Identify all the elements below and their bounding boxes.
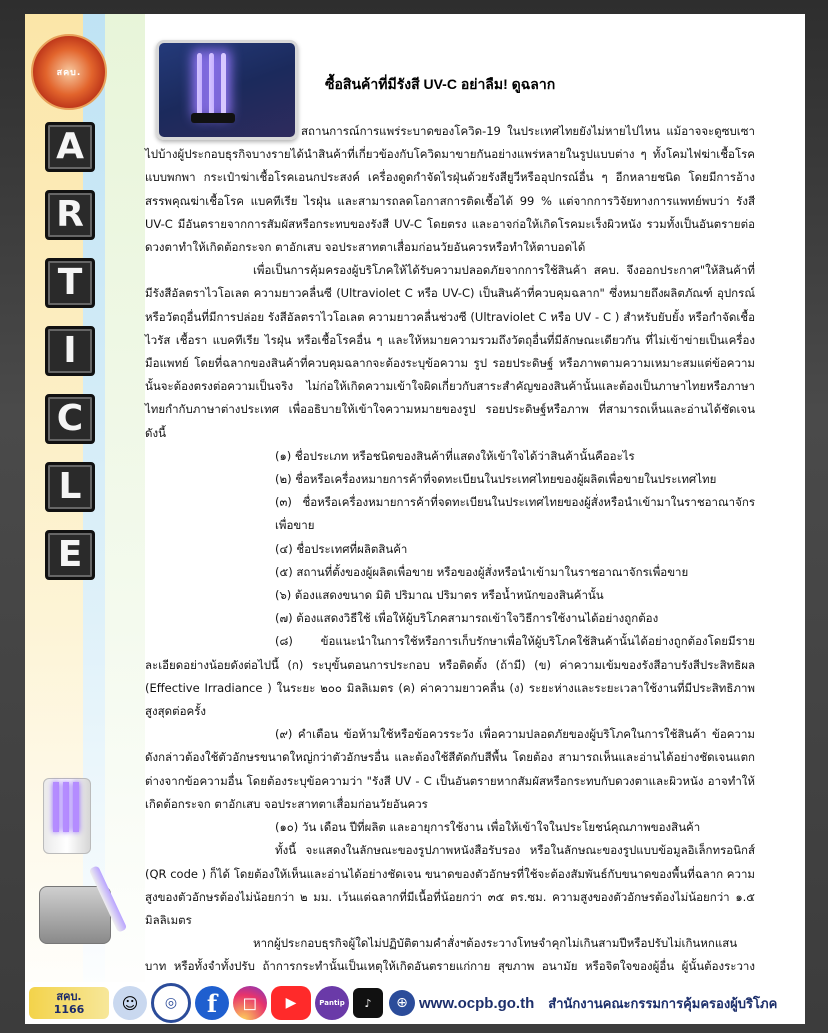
footer-bar (25, 982, 805, 1024)
article-title: ซื้อสินค้าที่มีรังสี UV-C อย่าลืม! ดูฉลาก (325, 76, 556, 92)
hotline-badge[interactable] (29, 987, 109, 1019)
globe-icon: ⊕ (389, 990, 415, 1016)
facebook-icon[interactable]: f (195, 986, 229, 1020)
paragraph-penalty: หากผู้ประกอบธุรกิจผู้ใดไม่ปฏิบัติตามคำสั่งฯต้องระวางโทษจำคุกไม่เกินสามปีหรือปรับไม่เกินหกแสนบาท หรือทั้งจำทั้งปรับ ถ้าการกระทำนั้นเป็นเหตุให้เกิดอันตรายแก่กาย สุขภาพ อนามัย หรือจิตใจของผู้อื่น ผู้นั้นต้องระวาง (145, 936, 755, 974)
list-item: (๑๐) วัน เดือน ปีที่ผลิต และอายุการใช้งาน เพื่อให้เข้าใจในประโยชน์คุณภาพของสินค้า (275, 820, 701, 835)
ocpb-emblem-icon[interactable]: ◎ (151, 983, 191, 1023)
article-poster (25, 14, 805, 1024)
list-item-usage: (๘) ข้อแนะนำในการใช้หรือการเก็บรักษาเพื่อให้ผู้บริโภคใช้สินค้านั้นได้อย่างถูกต้องโดยมีรายละเอียดอย่างน้อยดังต่อไปนี้ (ก) ระบุขั้นตอนการประกอบ หรือติดตั้ง (ถ้ามี) (ข) ค่าความเข้มของรังสีอาบรังสีประสิทธิผล (Effective Irradiance ) ในระยะ ๒๐๐ มิลลิเมตร (ค) ค่าความยาวคลื่น (ง) ระยะห่างและระยะเวลาใช้งานที่มีประสิทธิภาพสูงสุดต่อครั้ง (145, 634, 755, 719)
letter-t: T (45, 258, 95, 308)
paragraph-announcement: เพื่อเป็นการคุ้มครองผู้บริโภคให้ได้รับความปลอดภัยจากการใช้สินค้า สคบ. จึงออกประกาศ"ให้สินค้าที่มีรังสีอัลตราไวโอเลต ความยาวคลื่นซี (Ultraviolet C หรือ UV-C) เป็นสินค้าที่ควบคุมฉลาก" ซึ่งหมายถึงผลิตภัณฑ์ อุปกรณ์หรือวัตถุอื่นที่มีการปล่อย รังสีอัลตราไวโอเลต ความยาวคลื่นช่วงซี (Ultraviolet C หรือ UV - C ) สำหรับยับยั้ง หรือกำจัดเชื้อไวรัส เชื้อรา แบคทีเรีย ไรฝุ่น หรือเชื้อโรคอื่น ๆ และให้หมายความรวมถึงวัตถุอื่นที่มีลักษณะเดียวกัน ที่ไม่เข้าข่ายเป็นเครื่องมือแพทย์ โดยที่ฉลากของสินค้าที่ควบคุมฉลากจะต้องระบุข้อความ รูป รอยประดิษฐ์ หรือภาพตามความเหมาะสมแต่ข้อความนั้นจะต้องตรงต่อความเป็นจริง ไม่ก่อให้เกิดความเข้าใจผิดเกี่ยวกับสาระสำคัญของสินค้านั้นและต้องเป็นภาษาไทยหรือภาษาไทยกำกับภาษาต่างประเทศ เพื่ออธิบายให้เข้าใจความหมายของรูป รอยประดิษฐ์หรือภาพ ที่สามารถเห็นและอ่านได้ชัดเจน ดังนี้ (145, 263, 755, 440)
ocpb-logo (31, 34, 107, 110)
paragraph-intro: สถานการณ์การแพร่ระบาดของโควิด-19 ในประเทศไทยยังไม่หายไปไหน แม้อาจจะดูซบเซาไปบ้างผู้ประกอบธุรกิจบางรายได้นำสินค้าที่เกี่ยวข้องกับโควิดมาขายกันอย่างแพร่หลายในรูปแบบต่าง ๆ ทั้งโคมไฟฆ่าเชื้อโรคแบบพกพา กระเป๋าฆ่าเชื้อโรคเอนกประสงค์ เครื่องดูดกำจัดไรฝุ่นด้วยรังสียูวีหรืออุปกรณ์อื่น ๆ อีกหลายชนิด โดยมีการอ้างสรรพคุณฆ่าเชื้อโรค แบคทีเรีย ไรฝุ่น และสามารถลดโอกาสการติดเชื้อได้ 99 % แต่จากการวิจัยทางการแพทย์พบว่า รังสี UV-C มีอันตรายจากการสัมผัสหรือกระทบของรังสี UV-C โดยตรง และอาจก่อให้เกิดโรคมะเร็งผิวหนัง รวมทั้งเป็นอันตรายต่อดวงตาทำให้เกิดต้อกระจก ตาอักเสบ จอประสาทตาเสื่อมก่อนวัยอันควรหรือทำให้ตาบอดได้ (145, 124, 755, 255)
hotline-number: 1166 (53, 1003, 85, 1016)
website-link[interactable] (389, 990, 534, 1016)
instagram-icon[interactable]: ◻ (233, 986, 267, 1020)
tiktok-icon[interactable]: ♪ (353, 988, 383, 1018)
list-item: (๓) ชื่อหรือเครื่องหมายการค้าที่จดทะเบียนในประเทศไทยของผู้สั่งหรือนำเข้ามาในราชอาณาจักร เพื่อขาย (275, 495, 755, 533)
list-item: (๗) ต้องแสดงวิธีใช้ เพื่อให้ผู้บริโภคสามารถเข้าใจวิธีการใช้งานได้อย่างถูกต้อง (275, 611, 659, 626)
letter-c: C (45, 394, 95, 444)
list-item: (๔) ชื่อประเทศที่ผลิตสินค้า (275, 541, 408, 556)
letter-a: A (45, 122, 95, 172)
paragraph-label-format: ทั้งนี้ จะแสดงในลักษณะของรูปภาพหนังสือรับรอง หรือในลักษณะของรูปแบบข้อมูลอิเล็กทรอนิกส์ (QR code ) ก็ได้ โดยต้องให้เห็นและอ่านได้อย่างชัดเจน ขนาดของตัวอักษรที่ใช้จะต้องสัมพันธ์กับขนาดของพื้นที่ฉลาก ความสูงของตัวอักษรต้องไม่น้อยกว่า ๒ มม. เว้นแต่ฉลากที่มีเนื้อที่น้อยกว่า ๓๕ ตร.ซม. ความสูงของตัวอักษรต้องไม่น้อยกว่า ๑.๕ มิลลิเมตร (145, 843, 755, 927)
agency-name: สำนักงานคณะกรรมการคุ้มครองผู้บริโภค (548, 996, 778, 1012)
letter-i: I (45, 326, 95, 376)
logo-text: สคบ. (56, 68, 82, 78)
list-item: (๕) สถานที่ตั้งของผู้ผลิตเพื่อขาย หรือของผู้สั่งหรือนำเข้ามาในราชอาณาจักรเพื่อขาย (275, 564, 689, 579)
uv-lamp-product-image (43, 768, 91, 856)
letter-r: R (45, 190, 95, 240)
list-item: (๒) ชื่อหรือเครื่องหมายการค้าที่จดทะเบียนในประเทศไทยของผู้ผลิตเพื่อขายในประเทศไทย (275, 472, 717, 487)
decor-stripe-green (105, 14, 145, 1024)
pantip-icon[interactable]: Pantip (315, 986, 349, 1020)
mascot-icon: ☺ (113, 986, 147, 1020)
website-url: www.ocpb.go.th (419, 994, 535, 1012)
uv-lamp-icon (197, 53, 227, 123)
list-item-warning: (๙) คำเตือน ข้อห้ามใช้หรือข้อควรระวัง เพื่อความปลอดภัยของผู้บริโภคในการใช้สินค้า ข้อความดังกล่าวต้องใช้ตัวอักษรขนาดใหญ่กว่าตัวอักษรอื่น และต้องใช้สีตัดกับสีพื้น โดยต้อง สามารถเห็นและอ่านได้อย่างชัดเจนแตกต่างจากข้อความอื่น โดยต้องระบุข้อความว่า "รังสี UV - C เป็นอันตรายหากสัมผัสหรือกระทบกับดวงตาและผิวหนัง อาจทำให้เกิดต้อกระจก ตาอักเสบ จอประสาทตาเสื่อมก่อนวัยอันควร (145, 727, 755, 811)
letter-l: L (45, 462, 95, 512)
hotline-label: สคบ. (56, 990, 82, 1003)
youtube-icon[interactable]: ▶ (271, 986, 311, 1020)
article-vertical-word (45, 122, 95, 598)
list-item: (๑) ชื่อประเภท หรือชนิดของสินค้าที่แสดงให้เข้าใจได้ว่าสินค้านั้นคืออะไร (275, 448, 635, 463)
letter-e: E (45, 530, 95, 580)
list-item: (๖) ต้องแสดงขนาด มิติ ปริมาณ ปริมาตร หรือน้ำหนักของสินค้านั้น (275, 588, 604, 603)
article-body (145, 120, 755, 1002)
